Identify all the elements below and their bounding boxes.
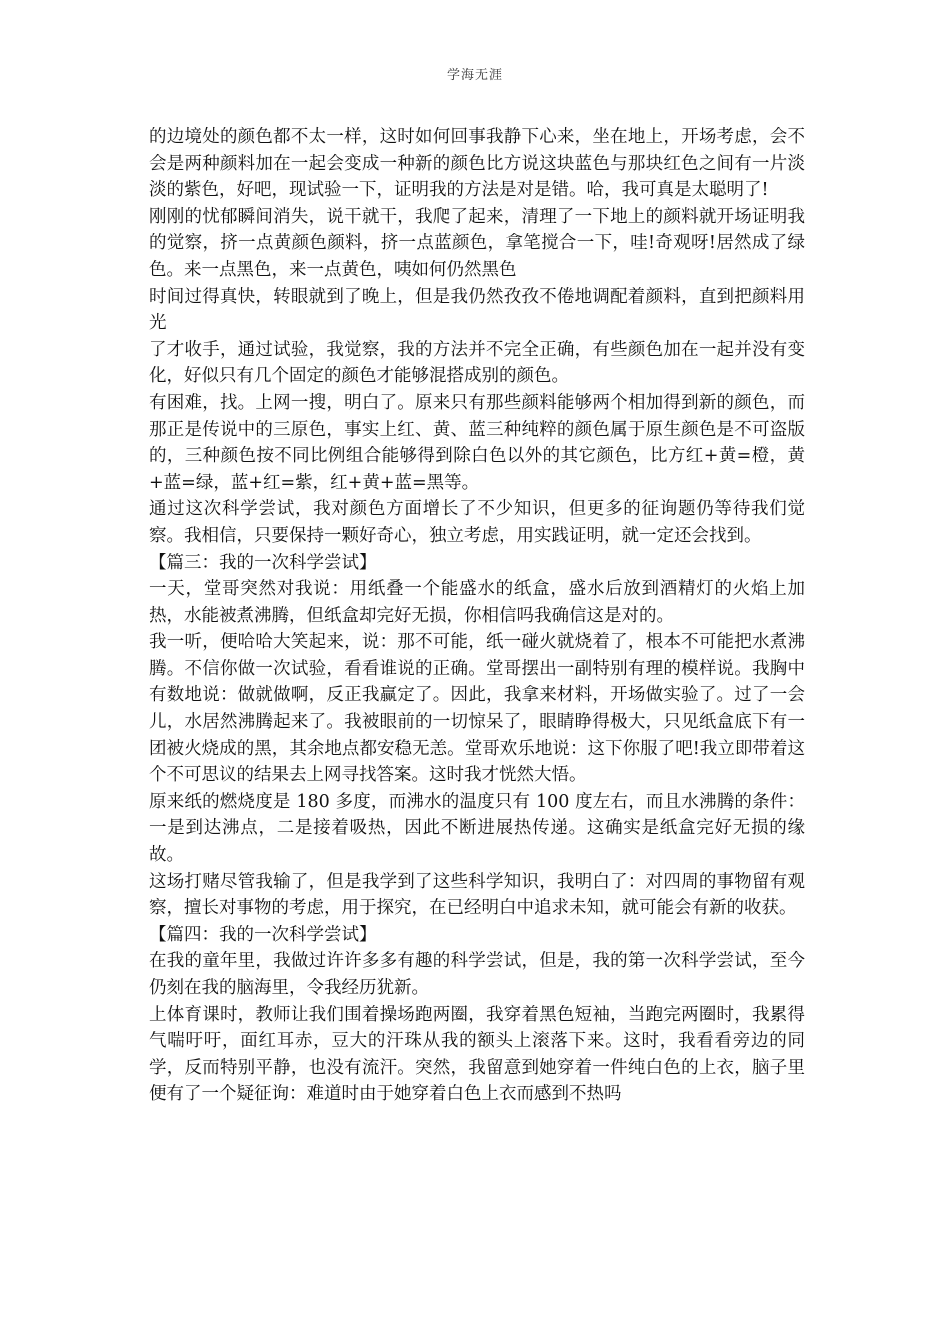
paragraph-9: 原来纸的燃烧度是 180 多度，而沸水的温度只有 100 度左右，而且水沸腾的条件：一是到达沸点，二是接着吸热，因此不断进展热传递。这确实是纸盒完好无损的缘故。 <box>149 791 805 866</box>
paragraph-10: 这场打赌尽管我输了，但是我学到了这些科学知识，我明白了：对四周的事物留有观察，擅长对事物的考虑，用于探究，在已经明白中追求未知，就可能会有新的收获。 <box>149 871 805 919</box>
paragraph-5: 有困难，找。上网一搜，明白了。原来只有那些颜料能够两个相加得到新的颜色，而那正是传说中的三原色，事实上红、黄、蓝三种纯粹的颜色属于原生颜色是不可盗版的，三种颜色按不同比例组合能够得到除白色以外的其它颜色，比方红+黄=橙，黄+蓝=绿，蓝+红=紫，红+黄+蓝=黑等。 <box>149 392 805 493</box>
paragraph-12: 上体育课时，教师让我们围着操场跑两圈，我穿着黑色短袖，当跑完两圈时，我累得气喘吁吁，面红耳赤，豆大的汗珠从我的额头上滚落下来。这时，我看看旁边的同学，反而特别平静，也没有流汗。突然，我留意到她穿着一件纯白色的上衣，脑子里便有了一个疑征询：难道时由于她穿着白色上衣而感到不热吗 <box>149 1004 805 1105</box>
page-header: 学海无涯 <box>446 68 503 83</box>
paragraph-11: 在我的童年里，我做过许许多多有趣的科学尝试，但是，我的第一次科学尝试，至今仍刻在我的脑海里，令我经历犹新。 <box>149 951 805 998</box>
section-heading-3: 【篇三：我的一次科学尝试】 <box>149 552 377 573</box>
section-heading-4: 【篇四：我的一次科学尝试】 <box>149 924 377 945</box>
paragraph-8: 我一听，便哈哈大笑起来，说：那不可能，纸一碰火就烧着了，根本不可能把水煮沸腾。不信你做一次试验，看看谁说的正确。堂哥摆出一副特别有理的模样说。我胸中有数地说：做就做啊，反正我赢定了。因此，我拿来材料，开场做实验了。过了一会儿，水居然沸腾起来了。我被眼前的一切惊呆了，眼睛睁得极大，只见纸盒底下有一团被火烧成的黑，其余地点都安稳无恙。堂哥欢乐地说：这下你服了吧!我立即带着这个不可思议的结果去上网寻找答案。这时我才恍然大悟。 <box>149 632 805 786</box>
paragraph-3: 时间过得真快，转眼就到了晚上，但是我仍然孜孜不倦地调配着颜料，直到把颜料用光 <box>149 286 805 334</box>
paragraph-7: 一天，堂哥突然对我说：用纸叠一个能盛水的纸盒，盛水后放到酒精灯的火焰上加热，水能被煮沸腾，但纸盒却完好无损，你相信吗我确信这是对的。 <box>149 579 805 626</box>
document-body <box>149 124 805 1108</box>
paragraph-4: 了才收手，通过试验，我觉察，我的方法并不完全正确，有些颜色加在一起并没有变化，好似只有几个固定的颜色才能够混搭成别的颜色。 <box>149 339 805 387</box>
paragraph-6: 通过这次科学尝试，我对颜色方面增长了不少知识，但更多的征询题仍等待我们觉察。我相信，只要保持一颗好奇心，独立考虑，用实践证明，就一定还会找到。 <box>149 499 805 546</box>
paragraph-1: 的边境处的颜色都不太一样，这时如何回事我静下心来，坐在地上，开场考虑，会不会是两种颜料加在一起会变成一种新的颜色比方说这块蓝色与那块红色之间有一片淡淡的紫色，好吧，现试验一下，证明我的方法是对是错。哈，我可真是太聪明了! <box>149 127 805 201</box>
paragraph-2: 刚刚的忧郁瞬间消失，说干就干，我爬了起来，清理了一下地上的颜料就开场证明我的觉察，挤一点黄颜色颜料，挤一点蓝颜色，拿笔搅合一下，哇!奇观呀!居然成了绿色。来一点黑色，来一点黄色，咦如何仍然黑色 <box>149 206 805 280</box>
